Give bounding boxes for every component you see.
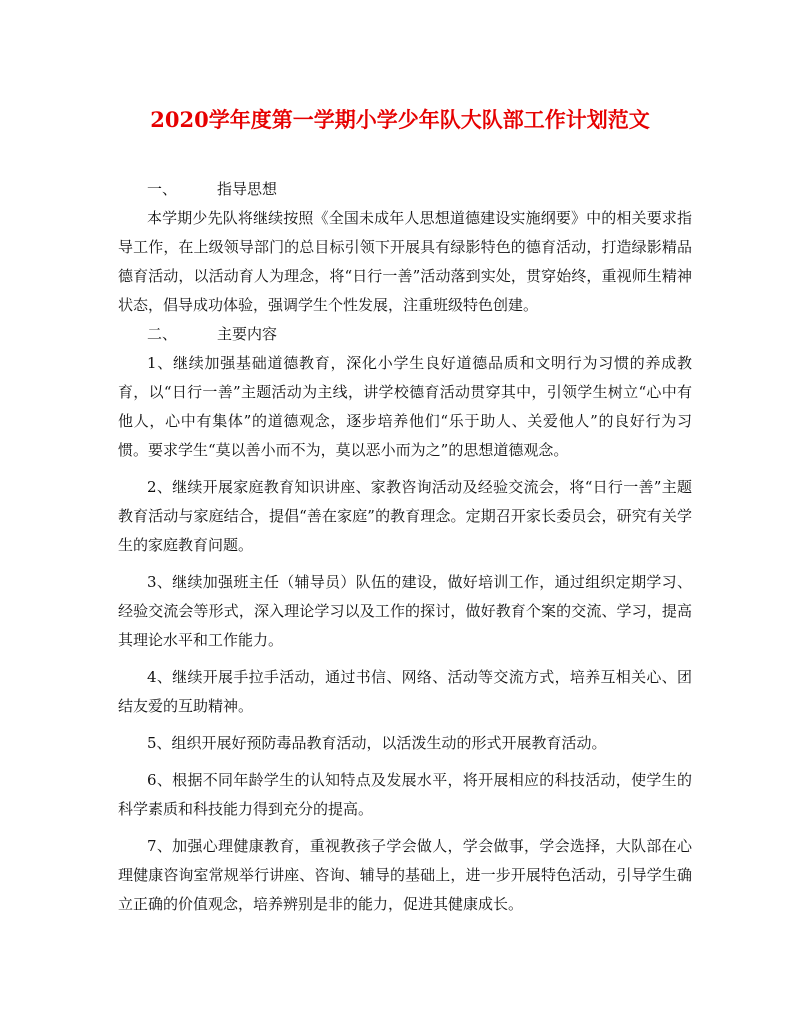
section-number: 一、	[147, 180, 178, 198]
document-title: 2020学年度第一学期小学少年队大队部工作计划范文	[150, 107, 650, 132]
paragraph: 2、继续开展家庭教育知识讲座、家教咨询活动及经验交流会，将“日行一善”主题教育活动与家庭结合，提倡“善在家庭”的教育理念。定期召开家长委员会，研究有关学生的家庭教育问题。	[118, 478, 692, 554]
paragraph: 6、根据不同年龄学生的认知特点及发展水平，将开展相应的科技活动，使学生的科学素质和科技能力得到充分的提高。	[118, 771, 692, 818]
section-heading-1	[118, 175, 692, 204]
paragraph: 1、继续加强基础道德教育，深化小学生良好道德品质和文明行为习惯的养成教育，以“日行一善”主题活动为主线，讲学校德育活动贯穿其中，引领学生树立“心中有他人，心中有集体”的道德观念，逐步培养他们“乐于助人、关爱他人”的良好行为习惯。要求学生“莫以善小而不为，莫以恶小而为之”的思想道德观念。	[118, 354, 692, 459]
paragraph: 3、继续加强班主任（辅导员）队伍的建设，做好培训工作，通过组织定期学习、经验交流会等形式，深入理论学习以及工作的探讨，做好教育个案的交流、学习，提高其理论水平和工作能力。	[118, 573, 692, 649]
section-number: 二、	[147, 325, 178, 343]
section-title: 主要内容	[217, 325, 278, 343]
paragraph: 本学期少先队将继续按照《全国未成年人思想道德建设实施纲要》中的相关要求指导工作，在上级领导部门的总目标引领下开展具有绿影特色的德育活动，打造绿影精品德育活动，以活动育人为理念，将“日行一善”活动落到实处，贯穿始终，重视师生精神状态，倡导成功体验，强调学生个性发展，注重班级特色创建。	[118, 209, 692, 314]
paragraph: 5、组织开展好预防毒品教育活动，以活泼生动的形式开展教育活动。	[147, 734, 607, 752]
paragraph: 4、继续开展手拉手活动，通过书信、网络、活动等交流方式，培养互相关心、团结友爱的互助精神。	[118, 668, 692, 715]
section-heading-2	[118, 320, 692, 349]
section-title: 指导思想	[217, 180, 278, 198]
document-body	[118, 175, 692, 919]
paragraph: 7、加强心理健康教育，重视教孩子学会做人，学会做事，学会选择，大队部在心理健康咨询室常规举行讲座、咨询、辅导的基础上，进一步开展特色活动，引导学生确立正确的价值观念，培养辨别是非的能力，促进其健康成长。	[118, 837, 692, 913]
